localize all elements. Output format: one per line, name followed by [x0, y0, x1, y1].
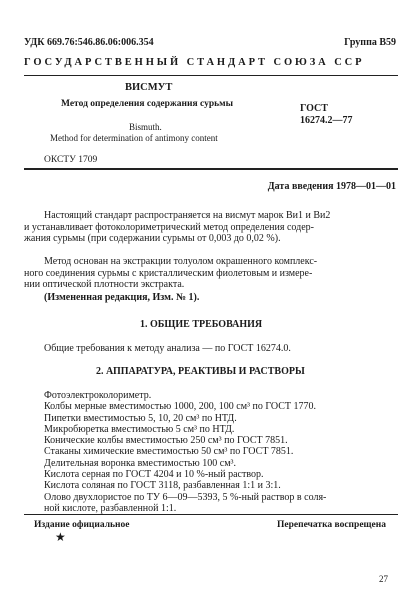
section-1-text: Общие требования к методу анализа — по ГОСТ 16274.0. — [44, 343, 291, 354]
paragraph-line: Метод основан на экстракции толуолом окрашенного комплекс- — [44, 256, 318, 267]
list-item: Кислота серная по ГОСТ 4204 и 10 %-ный раствор. — [44, 469, 264, 481]
list-item: Кислота соляная по ГОСТ 3118, разбавленная 1:1 и 3:1. — [44, 480, 281, 492]
list-item: ной кислоте, разбавленной 1:1. — [44, 502, 177, 514]
paragraph-line: жания сурьмы (при содержании сурьмы от 0,003 до 0,02 %). — [24, 233, 281, 244]
bottom-divider — [24, 514, 398, 515]
metal-title-en: Bismuth. — [129, 122, 162, 132]
gost-label: ГОСТ — [300, 103, 328, 114]
gost-number: 16274.2—77 — [300, 115, 353, 126]
list-item: Делительная воронка вместимостью 100 см³. — [44, 457, 237, 469]
amendment-note: (Измененная редакция, Изм. № 1). — [44, 292, 200, 303]
reprint-prohibited-label: Перепечатка воспрещена — [276, 520, 386, 530]
list-item: Пипетки вместимостью 5, 10, 20 см³ по НТД. — [44, 412, 237, 424]
top-divider — [24, 75, 398, 76]
standard-title: ГОСУДАРСТВЕННЫЙ СТАНДАРТ СОЮЗА ССР — [24, 57, 365, 68]
list-item: Олово двухлористое по ТУ 6—09—5393, 5 %-ный раствор в соля- — [44, 491, 327, 503]
section-1-heading: 1. ОБЩИЕ ТРЕБОВАНИЯ — [140, 319, 263, 330]
method-title-en: Method for determination of antimony content — [50, 133, 218, 143]
method-paragraph — [24, 256, 398, 291]
paragraph-line: Настоящий стандарт распространяется на висмут марок Ви1 и Ви2 — [44, 210, 331, 221]
method-title-ru: Метод определения содержания сурьмы — [61, 99, 234, 109]
udk-code: УДК 669.76:546.86.06:006.354 — [24, 37, 154, 48]
thick-divider — [24, 168, 398, 170]
metal-title: ВИСМУТ — [125, 82, 173, 93]
scope-paragraph — [24, 210, 398, 245]
list-item: Микробюретка вместимостью 5 см³ по НТД. — [44, 423, 235, 435]
list-item: Колбы мерные вместимостью 1000, 200, 100 см³ по ГОСТ 1770. — [44, 401, 317, 413]
list-item: Фотоэлектроколориметр. — [44, 390, 152, 401]
group-code: Группа В59 — [344, 37, 396, 48]
paragraph-line: нии оптической плотности экстракта. — [24, 279, 185, 290]
section-2-heading: 2. АППАРАТУРА, РЕАКТИВЫ И РАСТВОРЫ — [96, 366, 305, 377]
paragraph-line: ного соединения сурьмы с кристаллическим фиолетовым и измере- — [24, 267, 313, 279]
equipment-list — [44, 390, 398, 514]
page-number: 27 — [379, 574, 388, 584]
star-icon: ★ — [55, 530, 66, 544]
gost-designation — [300, 103, 353, 127]
list-item: Конические колбы вместимостью 250 см³ по ГОСТ 7851. — [44, 435, 288, 447]
list-item: Стаканы химические вместимостью 50 см³ по ГОСТ 7851. — [44, 446, 294, 458]
okstu-code: ОКСТУ 1709 — [44, 155, 98, 165]
paragraph-line: и устанавливает фотоколориметрический метод определения содер- — [24, 221, 314, 233]
introduction-date: Дата введения 1978—01—01 — [267, 181, 396, 192]
official-edition-label: Издание официальное — [34, 520, 130, 530]
